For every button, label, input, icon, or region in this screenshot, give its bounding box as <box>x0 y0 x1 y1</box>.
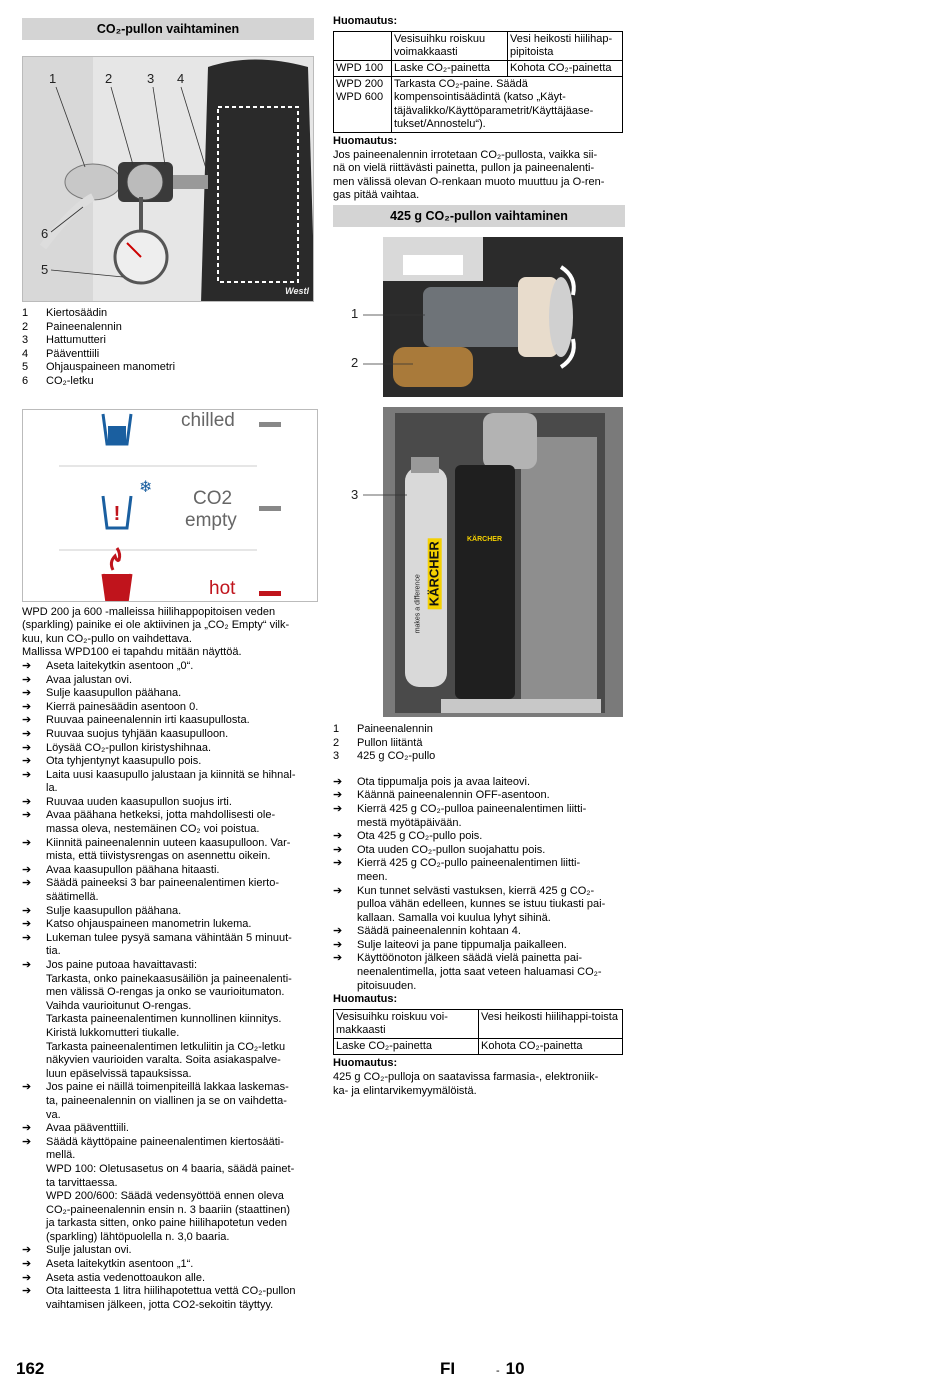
step-text: Käännä paineenalennin OFF-asentoon. <box>357 789 550 802</box>
left-step-list <box>22 660 314 1313</box>
step-text: Aseta laitekytkin asentoon „0“. <box>46 659 194 672</box>
arrow-icon: ➔ <box>22 768 32 781</box>
arrow-icon: ➔ <box>22 918 32 931</box>
figure-co2-regulator <box>22 56 314 302</box>
arrow-icon: ➔ <box>333 830 343 843</box>
step-text: Käyttöönoton jälkeen säädä vielä painetta pai- neenalentimella, jotta saat veteen haluamasi CO₂- pitoisuuden. <box>357 952 602 992</box>
instruction-step <box>333 844 625 858</box>
section-page-number: - 10 <box>496 1359 525 1378</box>
callout-5: 5 <box>41 262 49 277</box>
step-text: Ruuvaa suojus tyhjään kaasupulloon. <box>46 727 229 740</box>
table-cell: Vesi heikosti hiilihappi-toista <box>479 1009 623 1038</box>
table-cell: WPD 200 WPD 600 <box>334 77 392 133</box>
section-title-425g: 425 g CO₂-pullon vaihtaminen <box>333 205 625 227</box>
legend-item: 5 Ohjauspaineen manometri <box>22 361 176 374</box>
instruction-step <box>333 803 625 830</box>
step-text: Ota tippumalja pois ja avaa laiteovi. <box>357 775 531 788</box>
step-text: Säädä paineenalennin kohtaan 4. <box>357 925 521 938</box>
step-text: Kiinnitä paineenalennin uuteen kaasupulloon. Var- mista, että tiivistysrengas on asennettu oikein. <box>46 836 291 863</box>
instruction-step <box>22 1122 314 1136</box>
figure1-legend <box>22 307 314 389</box>
instruction-step <box>333 885 625 926</box>
arrow-icon: ➔ <box>22 1258 32 1271</box>
arrow-icon: ➔ <box>333 775 343 788</box>
instruction-step <box>333 789 625 803</box>
instruction-step <box>22 809 314 836</box>
arrow-icon: ➔ <box>22 931 32 944</box>
figure-display-panel <box>22 409 318 602</box>
svg-text:!: ! <box>113 502 121 525</box>
instruction-step <box>22 1258 314 1272</box>
arrow-icon: ➔ <box>22 795 32 808</box>
instruction-step <box>22 755 314 769</box>
step-text: Kierrä 425 g CO₂-pulloa paineenalentimen liitti- mestä myötäpäivään. <box>357 802 587 829</box>
arrow-icon: ➔ <box>22 836 32 849</box>
step-text: Säädä käyttöpaine paineenalentimen kiertosääti- mellä. WPD 100: Oletusasetus on 4 baaria, säädä painet- ta tarvittaessa. WPD 200/600: Säädä vedensyöttöä ennen oleva CO₂-paineenalennin ensin n. 3 baariin (staattinen) ja tarkasta sitten, onko paine hiilihapotetun veden (sparkling) lähtöpuolella n. 3,0 baaria. <box>46 1135 295 1243</box>
table-cell: Laske CO₂-painetta <box>392 61 508 77</box>
step-text: Ota laitteesta 1 litra hiilihapotettua vettä CO₂-pullon vaihtamisen jälkeen, jotta CO2-sekoitin täyttyy. <box>46 1285 296 1311</box>
step-text: Ruuvaa uuden kaasupullon suojus irti. <box>46 795 232 808</box>
step-text: Avaa jalustan ovi. <box>46 673 133 686</box>
step-text: Jos paine ei näillä toimenpiteillä lakkaa laskemas- ta, paineenalennin on viallinen ja se on vaihdetta- va. <box>46 1081 289 1121</box>
arrow-icon: ➔ <box>22 659 32 672</box>
arrow-icon: ➔ <box>333 884 343 897</box>
arrow-icon: ➔ <box>22 959 32 971</box>
callout-4: 4 <box>177 71 185 86</box>
language-code: FI <box>440 1359 456 1378</box>
step-text: Avaa päähana hetkeksi, jotta mahdollisesti ole- massa oleva, nestemäinen CO₂ voi poistua. <box>46 809 276 836</box>
step-text: Avaa pääventtiili. <box>46 1122 129 1135</box>
instruction-step <box>22 728 314 742</box>
step-text: Katso ohjauspaineen manometrin lukema. <box>46 918 252 931</box>
callout-1: 1 <box>351 305 359 321</box>
right-column <box>333 15 625 1098</box>
note-label: Huomautus: <box>333 135 398 148</box>
arrow-icon: ➔ <box>22 755 32 768</box>
page-number: 162 <box>16 1359 45 1378</box>
display-hot-label: hot <box>209 577 236 599</box>
bottle-illustration <box>333 237 623 721</box>
legend-item: 1 Paineenalennin <box>333 722 433 735</box>
legend-item: 4 Pääventtiili <box>22 347 100 360</box>
instruction-step <box>333 776 625 790</box>
instruction-step <box>22 837 314 864</box>
arrow-icon: ➔ <box>333 789 343 802</box>
arrow-icon: ➔ <box>333 952 343 965</box>
instruction-step <box>22 701 314 715</box>
legend-item: 3 Hattumutteri <box>22 334 106 347</box>
instruction-step <box>22 864 314 878</box>
legend-item: 2 Pullon liitäntä <box>333 736 423 749</box>
arrow-icon: ➔ <box>22 673 32 686</box>
display-empty-label: empty <box>185 509 237 531</box>
instruction-step <box>333 939 625 953</box>
instruction-step <box>22 1285 314 1312</box>
callout-1: 1 <box>49 71 57 86</box>
step-text: Laita uusi kaasupullo jalustaan ja kiinnitä se hihnal- la. <box>46 768 296 795</box>
step-text: Säädä paineeksi 3 bar paineenalentimen kierto- säätimellä. <box>46 877 279 904</box>
instruction-step <box>22 660 314 674</box>
step-text: Kun tunnet selvästi vastuksen, kierrä 425 g CO₂- pulloa vähän edelleen, kunnes se istuu tiukasti pai- kallaan. Samalla voi kuulua lyhyt sihinä. <box>357 884 606 924</box>
step-text: Ota 425 g CO₂-pullo pois. <box>357 830 483 843</box>
arrow-icon: ➔ <box>22 741 32 754</box>
note-text: 425 g CO₂-pulloja on saatavissa farmasia-, elektroniik- ka- ja elintarvikemyymälöistä. <box>333 1071 599 1097</box>
legend-item: 1 Kiertosäädin <box>22 307 108 319</box>
section-title-co2-change: CO₂-pullon vaihtaminen <box>22 18 314 40</box>
figure2-legend <box>333 723 625 764</box>
instruction-step <box>22 769 314 796</box>
filter-brand-label: KÄRCHER <box>467 535 502 543</box>
arrow-icon: ➔ <box>22 1081 32 1094</box>
arrow-icon: ➔ <box>22 687 32 700</box>
table-cell: Kohota CO₂-painetta <box>479 1039 623 1055</box>
instruction-step <box>22 877 314 904</box>
step-text: Jos paine putoaa havaittavasti: Tarkasta, onko painekaasusäiliön ja paineenalenti- men välissä O-rengas ja onko se vaurioitumaton. Vaihda vaurioitunut O-rengas. Tarkasta paineenalentimen kunnollinen kiinnitys. Kiristä lukkomutteri tiukalle. Tarkasta paineenalentimen letkuliitin ja CO₂-letku näkyvien vaurioiden varalta. Soita asiakaspalve- luun epäselvissä tapauksissa. <box>46 959 292 1080</box>
table-cell: Kohota CO₂-painetta <box>508 61 623 77</box>
callout-3: 3 <box>147 71 155 86</box>
arrow-icon: ➔ <box>333 925 343 938</box>
regulator-illustration <box>23 57 314 302</box>
arrow-icon: ➔ <box>333 938 343 951</box>
instruction-step <box>22 905 314 919</box>
arrow-icon: ➔ <box>22 877 32 890</box>
figure-425g-bottle <box>333 237 623 721</box>
instruction-step <box>22 1081 314 1122</box>
arrow-icon: ➔ <box>333 802 343 815</box>
arrow-icon: ➔ <box>22 1244 32 1257</box>
bottle-brand-tagline: makes a difference <box>414 574 422 634</box>
instruction-step <box>333 925 625 939</box>
step-text: Sulje kaasupullon päähana. <box>46 904 182 917</box>
arrow-icon: ➔ <box>22 714 32 727</box>
instruction-step <box>22 742 314 756</box>
display-panel-illustration <box>23 410 318 602</box>
note-label: Huomautus: <box>333 15 398 27</box>
table-cell: Laske CO₂-painetta <box>334 1039 479 1055</box>
svg-text:❄: ❄ <box>139 476 153 496</box>
bottle-brand-label: KÄRCHER <box>428 538 442 609</box>
arrow-icon: ➔ <box>22 1135 32 1148</box>
note-label: Huomautus: <box>333 1057 398 1070</box>
instruction-step <box>22 687 314 701</box>
legend-item: 2 Paineenalennin <box>22 320 122 333</box>
note-label: Huomautus: <box>333 993 398 1006</box>
arrow-icon: ➔ <box>22 809 32 822</box>
right-step-list <box>333 776 625 994</box>
legend-item: 6 CO₂-letku <box>22 374 94 387</box>
adjustment-table-1 <box>333 31 623 133</box>
instruction-step <box>22 796 314 810</box>
step-text: Ota tyhjentynyt kaasupullo pois. <box>46 755 202 768</box>
instruction-step <box>22 1272 314 1286</box>
callout-2: 2 <box>351 354 359 370</box>
instruction-step <box>22 1136 314 1245</box>
instruction-step <box>22 1244 314 1258</box>
instruction-step <box>22 714 314 728</box>
arrow-icon: ➔ <box>22 1122 32 1135</box>
arrow-icon: ➔ <box>22 700 32 713</box>
step-text: Aseta laitekytkin asentoon „1“. <box>46 1258 194 1271</box>
arrow-icon: ➔ <box>333 857 343 870</box>
arrow-icon: ➔ <box>22 1271 32 1284</box>
step-text: Sulje laiteovi ja pane tippumalja paikalleen. <box>357 938 567 951</box>
step-text: Sulje kaasupullon päähana. <box>46 687 182 700</box>
step-text: Sulje jalustan ovi. <box>46 1244 132 1257</box>
step-text: Aseta astia vedenottoaukon alle. <box>46 1271 206 1284</box>
arrow-icon: ➔ <box>22 1285 32 1298</box>
callout-3: 3 <box>351 486 359 502</box>
display-co2-label: CO2 <box>193 487 233 509</box>
step-text: Lukeman tulee pysyä samana vähintään 5 minuut- tia. <box>46 931 292 958</box>
display-chilled-label: chilled <box>181 409 235 431</box>
instruction-step <box>22 932 314 959</box>
instruction-step <box>333 857 625 884</box>
step-text: Löysää CO₂-pullon kiristyshihnaa. <box>46 741 212 754</box>
instruction-step <box>333 952 625 993</box>
table-cell: Tarkasta CO₂-paine. Säädä kompensointisäädintä (katso „Käyt-täjävalikko/Käyttöparametrit/Käyttäjäase-tukset/Annostelu“). <box>392 77 623 133</box>
table-cell: Vesi heikosti hiilihap-pipitoista <box>508 31 623 60</box>
brand-mark: Westl <box>285 286 309 297</box>
instruction-step <box>22 674 314 688</box>
arrow-icon: ➔ <box>22 904 32 917</box>
intro-text: WPD 200 ja 600 -malleissa hiilihappopitoisen veden (sparkling) painike ei ole aktiivinen ja „CO₂ Empty“ vilk- kuu, kun CO₂-pullo on vaihdettava. Mallissa WPD100 ei tapahdu mitään näyttöä. <box>22 605 290 659</box>
callout-2: 2 <box>105 71 113 86</box>
step-text: Kierrä 425 g CO₂-pullo paineenalentimen liitti- meen. <box>357 857 581 883</box>
step-text: Ota uuden CO₂-pullon suojahattu pois. <box>357 843 546 856</box>
callout-6: 6 <box>41 226 49 241</box>
left-column <box>22 18 314 1312</box>
legend-item: 3 425 g CO₂-pullo <box>333 750 436 763</box>
step-text: Ruuvaa paineenalennin irti kaasupullosta. <box>46 714 250 727</box>
arrow-icon: ➔ <box>22 727 32 740</box>
table-cell: Vesisuihku roiskuu voimakkaasti <box>392 31 508 60</box>
arrow-icon: ➔ <box>22 863 32 876</box>
instruction-step <box>333 830 625 844</box>
table-cell: Vesisuihku roiskuu voi-makkaasti <box>334 1009 479 1038</box>
note-text: Jos paineenalennin irrotetaan CO₂-pullosta, vaikka sii- nä on vielä riittävästi painetta, pullon ja paineenalenti- men välissä olevan O-renkaan muoto muuttuu ja O-ren- gas pitää vaihtaa. <box>333 148 605 202</box>
table-cell: WPD 100 <box>334 61 392 77</box>
step-text: Kierrä painesäädin asentoon 0. <box>46 700 199 713</box>
instruction-step <box>22 959 314 1081</box>
adjustment-table-2 <box>333 1009 623 1056</box>
instruction-step <box>22 918 314 932</box>
step-text: Avaa kaasupullon päähana hitaasti. <box>46 863 220 876</box>
table-cell <box>334 31 392 60</box>
arrow-icon: ➔ <box>333 843 343 856</box>
